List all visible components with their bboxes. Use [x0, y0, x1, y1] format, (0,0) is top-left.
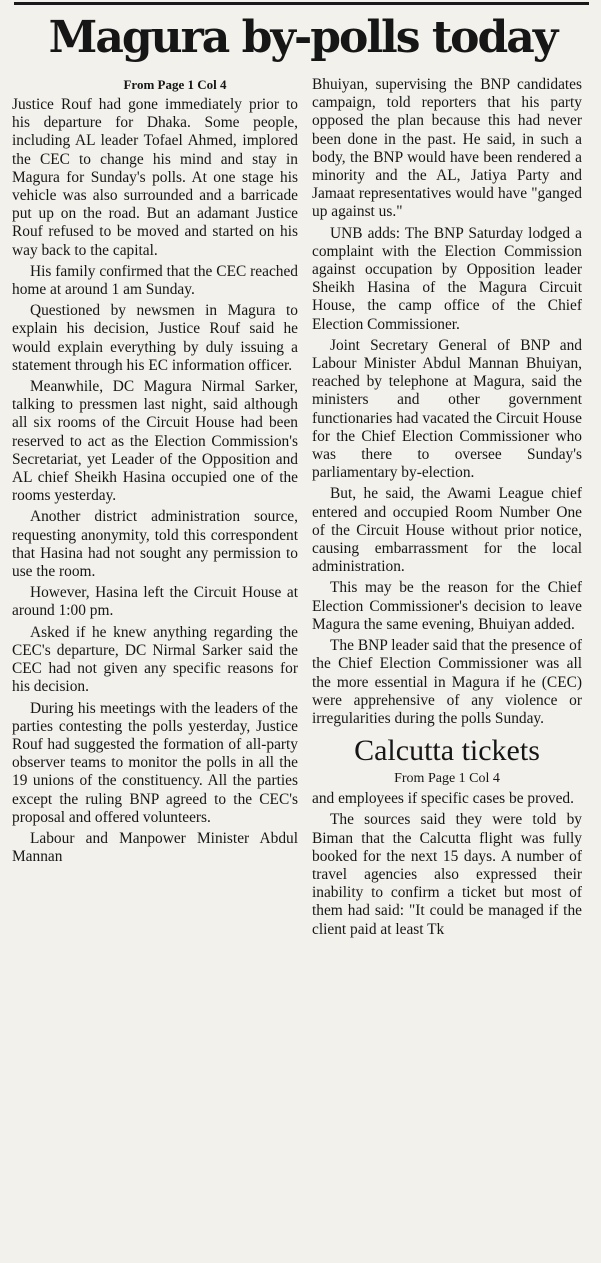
right-column: [312, 76, 582, 942]
article-paragraph: Meanwhile, DC Magura Nirmal Sarker, talking to pressmen last night, said although all six rooms of the Circuit House had been reserved to act as the Election Commission's Secretariat, yet Leader of the Opposition and AL chief Sheikh Hasina occupied one of the rooms yesterday.: [12, 378, 298, 505]
top-rule: [14, 2, 589, 5]
second-dateline: From Page 1 Col 4: [394, 771, 500, 787]
headline: Magura by-polls today: [48, 12, 557, 63]
article-paragraph: Justice Rouf had gone immediately prior to his departure for Dhaka. Some people, including AL leader Tofael Ahmed, implored the CEC to change his mind and stay in Magura for Sunday's polls. At one stage his vehicle was also surrounded and a barricade put up on the road. But an adamant Justice Rouf refused to be moved and started on his way back to the capital.: [12, 96, 298, 259]
article-paragraph: UNB adds: The BNP Saturday lodged a complaint with the Election Commission against occupation by Opposition leader Sheikh Hasina of the Magura Circuit House, the camp office of the Chief Election Commissioner.: [312, 224, 582, 333]
article-paragraph: During his meetings with the leaders of the parties contesting the polls yesterday, Justice Rouf had suggested the formation of all-party observer teams to monitor the polls in all the 19 unions of the constituency. All the parties except the ruling BNP agreed to the CEC's proposal and offered volunteers.: [12, 699, 298, 826]
article-paragraph: Another district administration source, requesting anonymity, told this correspondent that Hasina had not sought any permission to use the room.: [12, 508, 298, 581]
article-continuation: Bhuiyan, supervising the BNP candidates campaign, told reporters that his party opposed the plan because this had never been done in the past. He said, in such a body, the BNP would have been rendered a minority and the AL, Jatiya Party and Jamaat representatives would have "ganged up against us.": [312, 76, 582, 221]
article-paragraph: The BNP leader said that the presence of the Chief Election Commissioner was all the more essential in Magura if he (CEC) were apprehensive of any violence or irregularities during the polls Sunday.: [312, 637, 582, 727]
second-headline: Calcutta tickets: [354, 734, 540, 768]
article-paragraph: Joint Secretary General of BNP and Labour Minister Abdul Mannan Bhuiyan, reached by telephone at Magura, said the ministers and other government functionaries had vacated the Circuit House for the Chief Election Commissioner who was there to oversee Sunday's parliamentary by-election.: [312, 336, 582, 482]
article-paragraph: Asked if he knew anything regarding the CEC's departure, DC Nirmal Sarker said the CEC had not given any specific reasons for his decision.: [12, 623, 298, 696]
article-paragraph: Questioned by newsmen in Magura to explain his decision, Justice Rouf said he would explain everything by duly issuing a statement through his EC information officer.: [12, 302, 298, 374]
left-column: [12, 76, 298, 869]
dateline: From Page 1 Col 4: [123, 77, 227, 92]
article-paragraph: But, he said, the Awami League chief entered and occupied Room Number One of the Circuit House without prior notice, causing embarrassment for the local administration.: [312, 485, 582, 576]
second-paragraph: and employees if specific cases be proved.: [312, 790, 574, 808]
article-paragraph: This may be the reason for the Chief Election Commissioner's decision to leave Magura the same evening, Bhuiyan added.: [312, 579, 582, 633]
article-paragraph: His family confirmed that the CEC reached home at around 1 am Sunday.: [12, 262, 298, 299]
article-paragraph: However, Hasina left the Circuit House at around 1:00 pm.: [12, 584, 298, 620]
article-paragraph: Labour and Manpower Minister Abdul Mannan: [12, 829, 298, 866]
second-paragraph: The sources said they were told by Biman that the Calcutta flight was fully booked for the next 15 days. A number of travel agencies also expressed their inability to confirm a ticket but most of them had said: "It could be managed if the client paid at least Tk: [312, 811, 582, 938]
